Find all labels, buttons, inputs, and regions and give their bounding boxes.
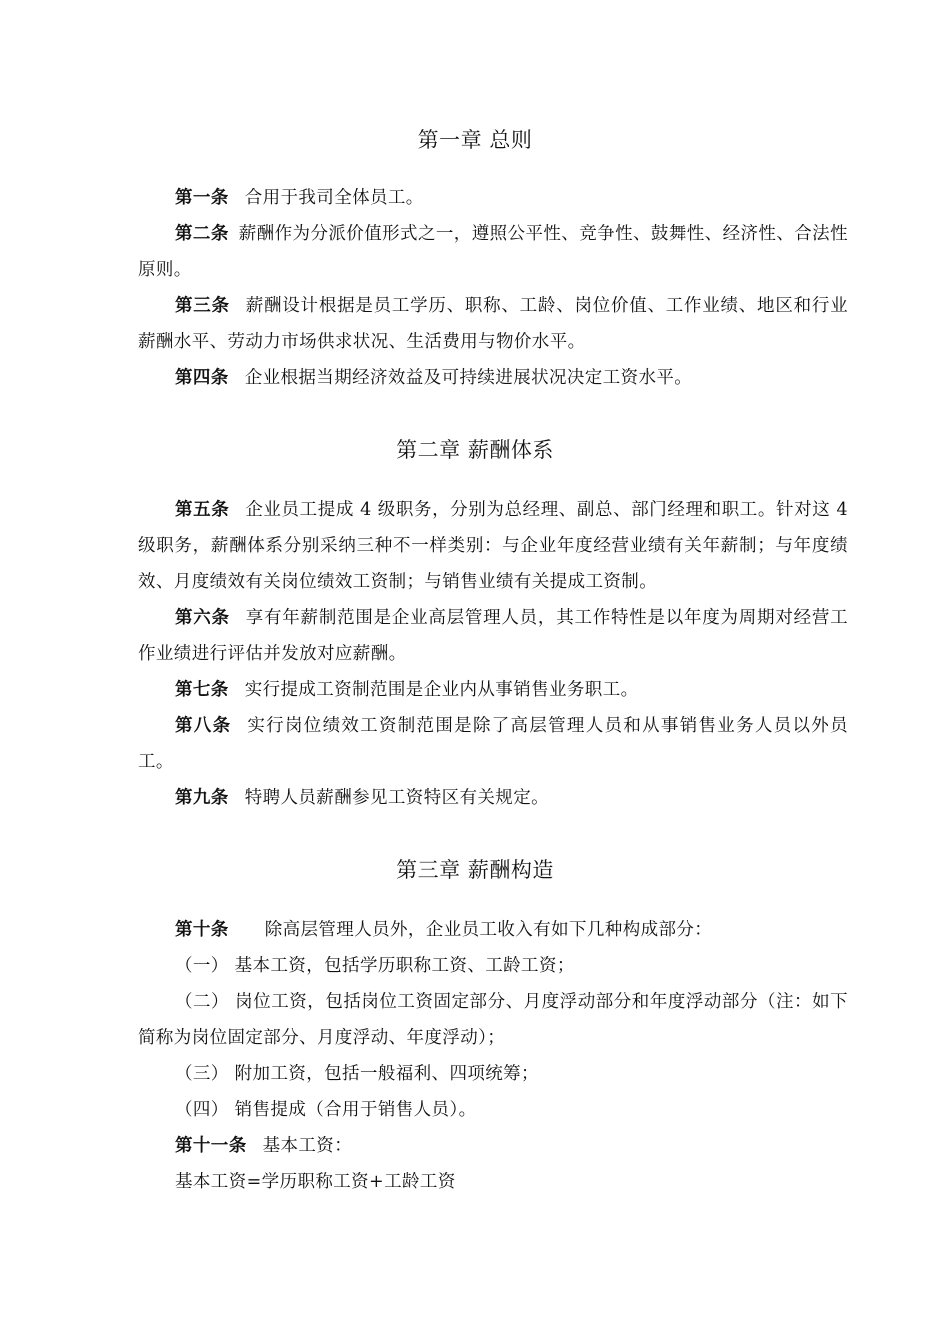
chapter-title: 第二章 薪酬体系 <box>396 438 554 462</box>
article-label: 第十条 <box>175 920 229 940</box>
article-text: 实行提成工资制范围是企业内从事销售业务职工。 <box>244 680 639 700</box>
article-label: 第十一条 <box>175 1136 247 1156</box>
article-label: 第六条 <box>175 608 230 628</box>
article-paragraph <box>138 216 848 288</box>
article-text: 享有年薪制范围是企业高层管理人员，其工作特性是以年度为周期对经营工作业绩进行评估并发放对应薪酬。 <box>138 608 848 664</box>
article-paragraph <box>138 360 848 396</box>
article-paragraph <box>138 1128 848 1164</box>
article-paragraph <box>138 672 848 708</box>
article-label: 第八条 <box>175 716 232 736</box>
article-text: 薪酬作为分派价值形式之一，遵照公平性、竞争性、鼓舞性、经济性、合法性原则。 <box>138 224 848 280</box>
list-item-text: （一） 基本工资，包括学历职称工资、工龄工资； <box>175 956 575 976</box>
article-text: 基本工资： <box>262 1136 353 1156</box>
article-label: 第三条 <box>175 296 230 316</box>
article-text: 实行岗位绩效工资制范围是除了高层管理人员和从事销售业务人员以外员工。 <box>138 716 848 772</box>
article-text: 企业员工提成 4 级职务，分别为总经理、副总、部门经理和职工。针对这 4 级职务，薪酬体系分别采纳三种不一样类别：与企业年度经营业绩有关年薪制；与年度绩效、月度绩效有关岗位绩效工资制；与销售业绩有关提成工资制。 <box>138 500 849 592</box>
list-item-text: （三） 附加工资，包括一般福利、四项统筹； <box>175 1064 539 1084</box>
list-item <box>138 1056 848 1092</box>
article-text: 特聘人员薪酬参见工资特区有关规定。 <box>244 788 550 808</box>
list-item <box>138 984 848 1056</box>
article-label: 第一条 <box>175 188 229 208</box>
article-paragraph <box>138 600 848 672</box>
article-text: 薪酬设计根据是员工学历、职称、工龄、岗位价值、工作业绩、地区和行业薪酬水平、劳动力市场供求状况、生活费用与物价水平。 <box>138 296 848 352</box>
article-label: 第七条 <box>175 680 229 700</box>
chapter-title: 第三章 薪酬构造 <box>396 858 554 882</box>
list-item-text: （二） 岗位工资，包括岗位工资固定部分、月度浮动部分和年度浮动部分（注：如下简称为岗位固定部分、月度浮动、年度浮动）； <box>138 992 848 1048</box>
article-paragraph <box>138 180 848 216</box>
article-text: 合用于我司全体员工。 <box>244 188 424 208</box>
list-item-text: （四） 销售提成（合用于销售人员）。 <box>175 1100 477 1120</box>
article-label: 第二条 <box>175 224 229 244</box>
article-paragraph <box>138 492 848 600</box>
article-text: 企业根据当期经济效益及可持续进展状况决定工资水平。 <box>244 368 693 388</box>
formula-line <box>138 1164 848 1200</box>
article-label: 第九条 <box>175 788 229 808</box>
article-paragraph <box>138 780 848 816</box>
formula-text: 基本工资=学历职称工资+工龄工资 <box>175 1172 456 1192</box>
article-paragraph <box>138 288 848 360</box>
list-item <box>138 948 848 984</box>
article-paragraph <box>138 708 848 780</box>
list-item <box>138 1092 848 1128</box>
chapter-title: 第一章 总则 <box>417 128 533 152</box>
article-paragraph <box>138 912 848 948</box>
article-label: 第五条 <box>175 500 230 520</box>
article-label: 第四条 <box>175 368 229 388</box>
article-text: 除高层管理人员外，企业员工收入有如下几种构成部分： <box>264 920 713 940</box>
